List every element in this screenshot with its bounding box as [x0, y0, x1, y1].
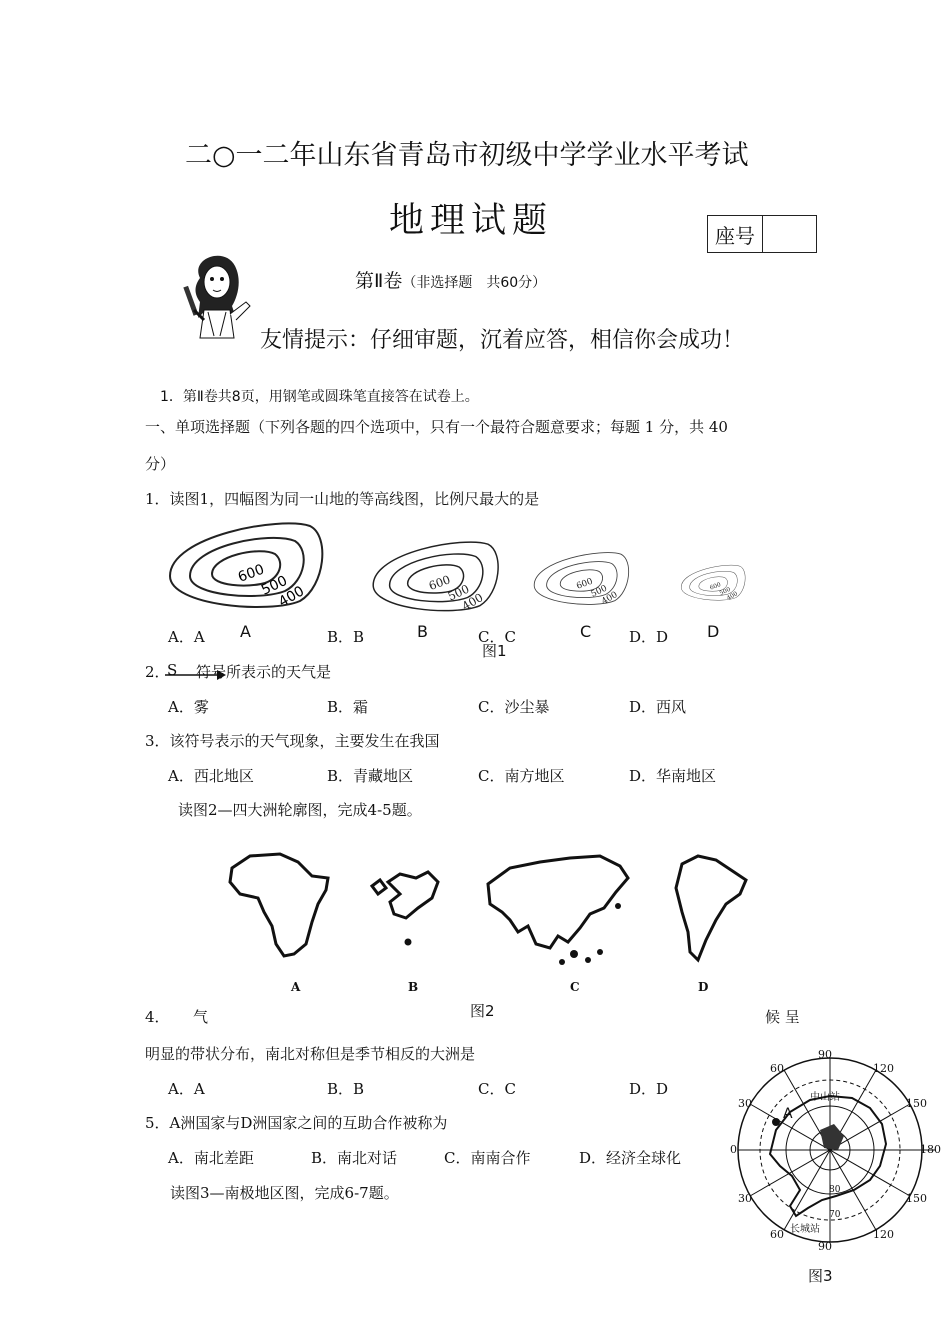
figure-3-lead: 读图3—南极地区图，完成6-7题。	[170, 1184, 399, 1202]
map-letter-b: B	[417, 622, 428, 641]
q1-option-d[interactable]: D．D	[629, 628, 669, 646]
svg-text:500: 500	[445, 581, 472, 604]
q4-option-a[interactable]: A．A	[168, 1080, 205, 1098]
station-zhongshan: 中山站	[810, 1092, 840, 1103]
volume-label: 第Ⅱ卷	[355, 270, 403, 292]
q2-option-b[interactable]: B．霜	[327, 698, 369, 716]
q1-option-a[interactable]: A．A	[168, 628, 205, 646]
seat-blank[interactable]	[763, 216, 816, 252]
station-changcheng: 长城站	[790, 1224, 820, 1235]
europe-outline	[372, 872, 438, 944]
question-2-stem: 符号所表示的天气是	[196, 663, 332, 681]
question-1-stem: 1．读图1，四幅图为同一山地的等高线图，比例尺最大的是	[145, 490, 540, 508]
figure-2-lead: 读图2—四大洲轮廓图，完成4-5题。	[178, 801, 422, 819]
svg-text:400: 400	[726, 591, 739, 602]
continent-label-b: B	[408, 980, 419, 994]
svg-text:500: 500	[718, 586, 732, 597]
point-a-label: A	[783, 1106, 793, 1122]
volume-heading	[355, 266, 546, 293]
degree-0: 0	[730, 1143, 737, 1156]
question-3-stem: 3．该符号表示的天气现象，主要发生在我国	[145, 732, 440, 750]
instruction-note: 1．第Ⅱ卷共8页，用钢笔或圆珠笔直接答在试卷上。	[160, 389, 479, 405]
volume-note: （非选择题 共60分）	[402, 275, 547, 291]
q1-option-b[interactable]: B．B	[327, 628, 365, 646]
q2-option-d[interactable]: D．西风	[629, 698, 687, 716]
q5-option-a[interactable]: A．南北差距	[168, 1149, 254, 1167]
q3-option-c[interactable]: C．南方地区	[478, 767, 565, 785]
degree-150-top: 150	[906, 1097, 927, 1110]
question-4-number: 4．	[145, 1008, 170, 1026]
question-2-number: 2．	[145, 663, 170, 681]
degree-30-top-left: 30	[738, 1097, 752, 1110]
continent-label-a: A	[291, 980, 301, 994]
degree-30-bottom-left: 30	[738, 1192, 752, 1205]
seat-number-box	[707, 215, 817, 253]
question-4-word2: 候 呈	[765, 1008, 800, 1026]
subject-title: 地理试题	[389, 201, 554, 241]
q4-option-c[interactable]: C．C	[478, 1080, 516, 1098]
contour-map-c	[534, 553, 628, 607]
question-5-stem: 5．A洲国家与D洲国家之间的互助合作被称为	[145, 1114, 448, 1132]
exam-title: 二○一二年山东省青岛市初级中学学业水平考试	[185, 140, 749, 171]
continent-label-c: C	[570, 980, 580, 994]
map-letter-d: D	[707, 622, 720, 641]
degree-90-top: 90	[818, 1048, 832, 1061]
map-letter-c: C	[580, 622, 592, 641]
svg-text:400: 400	[459, 590, 486, 614]
svg-text:400: 400	[600, 590, 620, 608]
figure-3-antarctic-map	[730, 1050, 940, 1255]
q3-option-a[interactable]: A．西北地区	[168, 767, 254, 785]
section-heading-line2: 分）	[145, 455, 176, 473]
south-america-outline	[676, 856, 746, 960]
continent-label-d: D	[698, 980, 709, 994]
contour-map-d	[681, 565, 745, 602]
figure-1-caption: 图1	[482, 642, 507, 660]
figure-1-contour-maps	[160, 516, 760, 616]
seat-label: 座号	[708, 216, 763, 252]
q5-option-d[interactable]: D．经济全球化	[579, 1149, 682, 1167]
svg-text:600: 600	[426, 572, 453, 593]
degree-60-top: 60	[770, 1062, 784, 1075]
friendly-tip: 友情提示：仔细审题，沉着应答，相信你会成功！	[260, 328, 745, 353]
contour-label-500-a: 500	[258, 572, 290, 599]
degree-120-top: 120	[873, 1062, 894, 1075]
africa-outline	[230, 854, 328, 956]
map-letter-a: A	[240, 622, 251, 641]
asia-outline	[488, 856, 628, 948]
cartoon-girl-image	[180, 248, 252, 340]
question-4-stem: 明显的带状分布，南北对称但是季节相反的大洲是	[145, 1045, 476, 1063]
asia-islands	[559, 903, 621, 965]
latitude-80: 80	[829, 1185, 841, 1195]
degree-90-bottom: 90	[818, 1240, 832, 1253]
svg-text:600: 600	[709, 582, 722, 592]
contour-label-400-a: 400	[276, 583, 308, 611]
section-heading-line1: 一、单项选择题（下列各题的四个选项中，只有一个最符合题意要求；每题 1 分，共 40	[145, 418, 728, 436]
figure-2-caption: 图2	[470, 1002, 495, 1020]
q1-option-c[interactable]: C．C	[478, 628, 516, 646]
question-4-word1: 气	[193, 1008, 209, 1026]
q4-option-d[interactable]: D．D	[629, 1080, 669, 1098]
contour-map-b	[373, 542, 498, 613]
point-a-marker	[772, 1118, 780, 1126]
degree-60-bottom: 60	[770, 1228, 784, 1241]
q3-option-b[interactable]: B．青藏地区	[327, 767, 414, 785]
svg-text:500: 500	[589, 583, 609, 600]
degree-150-bottom: 150	[906, 1192, 927, 1205]
figure-3-caption: 图3	[808, 1267, 833, 1285]
svg-text:600: 600	[575, 576, 595, 592]
q3-option-d[interactable]: D．华南地区	[629, 767, 717, 785]
contour-label-600-a: 600	[235, 561, 267, 586]
degree-180: 180	[920, 1143, 941, 1156]
q4-option-b[interactable]: B．B	[327, 1080, 365, 1098]
q5-option-c[interactable]: C．南南合作	[444, 1149, 531, 1167]
q5-option-b[interactable]: B．南北对话	[311, 1149, 398, 1167]
figure-2-continents	[220, 848, 760, 978]
q2-option-a[interactable]: A．雾	[168, 698, 209, 716]
latitude-70: 70	[829, 1210, 841, 1220]
q2-option-c[interactable]: C．沙尘暴	[478, 698, 550, 716]
degree-120-bottom: 120	[873, 1228, 894, 1241]
weather-symbol-letter: S	[167, 661, 178, 679]
